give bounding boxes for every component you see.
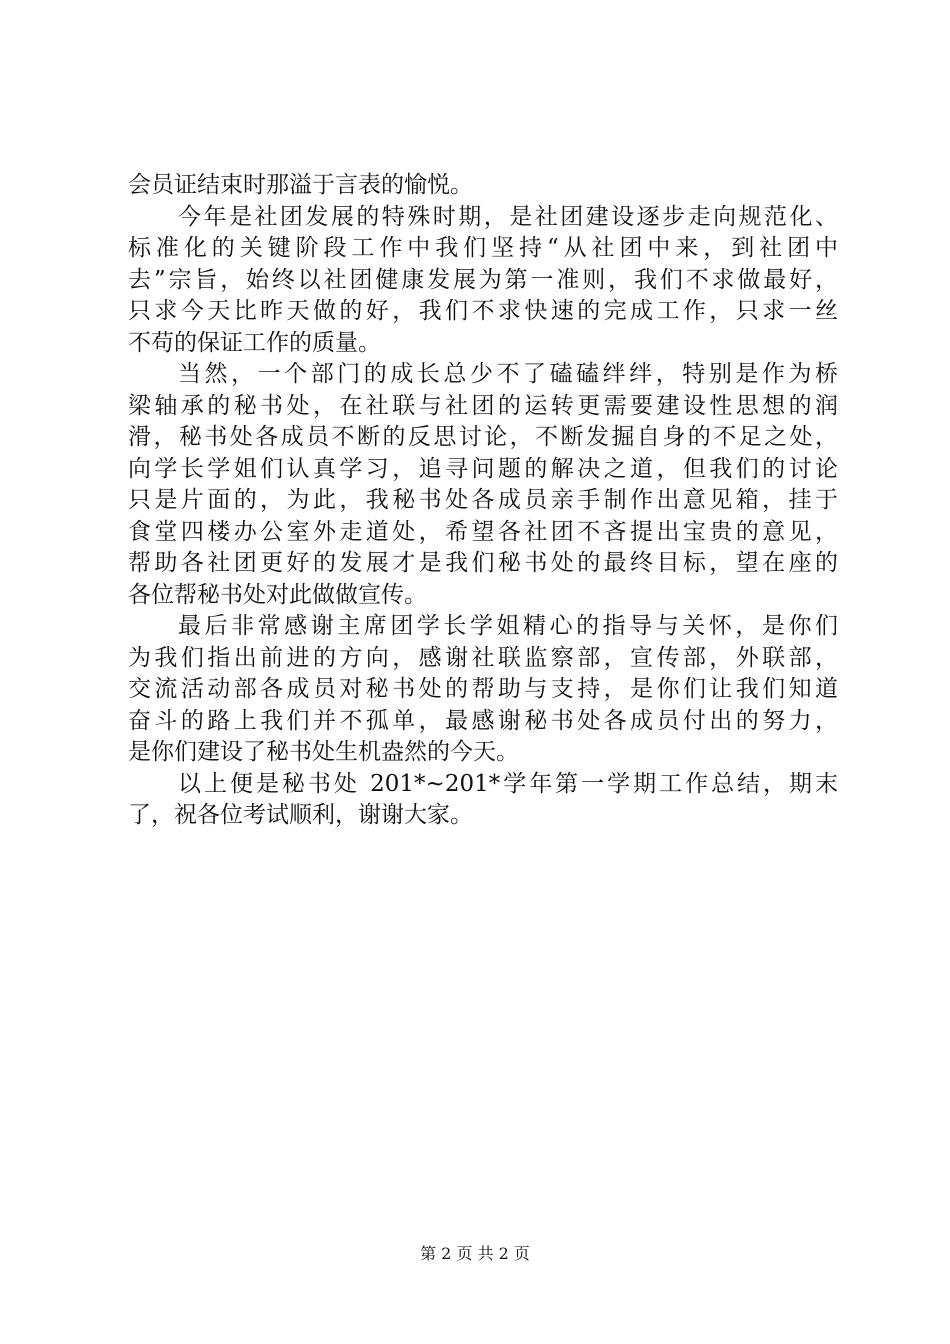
text-line: 去”宗旨，始终以社团健康发展为第一准则，我们不求做最好， [128, 266, 838, 293]
text-line: 是你们建设了秘书处生机盎然的今天。 [128, 739, 519, 765]
text-line: 以上便是秘书处 201*~201*学年第一学期工作总结，期末 [178, 770, 838, 797]
text-line: 梁轴承的秘书处，在社联与社团的运转更需要建设性思想的润 [128, 392, 838, 419]
text-line: 帮助各社团更好的发展才是我们秘书处的最终目标，望在座的 [128, 550, 838, 576]
text-line: 最后非常感谢主席团学长学姐精心的指导与关怀，是你们 [178, 613, 838, 639]
text-line: 当然，一个部门的成长总少不了磕磕绊绊，特别是作为桥 [178, 361, 838, 387]
text-line: 为我们指出前进的方向，感谢社联监察部，宣传部，外联部， [128, 644, 838, 671]
text-line: 只是片面的，为此，我秘书处各成员亲手制作出意见箱，挂于 [128, 487, 838, 513]
text-line: 食堂四楼办公室外走道处，希望各社团不吝提出宝贵的意见， [128, 518, 838, 545]
text-line: 滑，秘书处各成员不断的反思讨论，不断发掘自身的不足之处， [128, 424, 838, 450]
text-line: 交流活动部各成员对秘书处的帮助与支持，是你们让我们知道 [128, 676, 838, 702]
text-line: 向学长学姐们认真学习，追寻问题的解决之道，但我们的讨论 [128, 455, 838, 482]
text-line: 奋斗的路上我们并不孤单，最感谢秘书处各成员付出的努力， [128, 707, 838, 734]
text-line: 各位帮秘书处对此做做宣传。 [128, 581, 427, 608]
page-number-footer: 第 2 页 共 2 页 [420, 1244, 530, 1263]
text-line: 标准化的关键阶段工作中我们坚持“从社团中来，到社团中 [128, 235, 838, 261]
text-line: 会员证结束时那溢于言表的愉悦。 [128, 172, 473, 198]
document-body [128, 170, 838, 832]
text-line: 今年是社团发展的特殊时期，是社团建设逐步走向规范化、 [178, 203, 838, 230]
text-line: 了，祝各位考试顺利，谢谢大家。 [128, 802, 473, 828]
text-line: 不苟的保证工作的质量。 [128, 329, 381, 356]
text-line: 只求今天比昨天做的好，我们不求快速的完成工作，只求一丝 [128, 298, 838, 324]
